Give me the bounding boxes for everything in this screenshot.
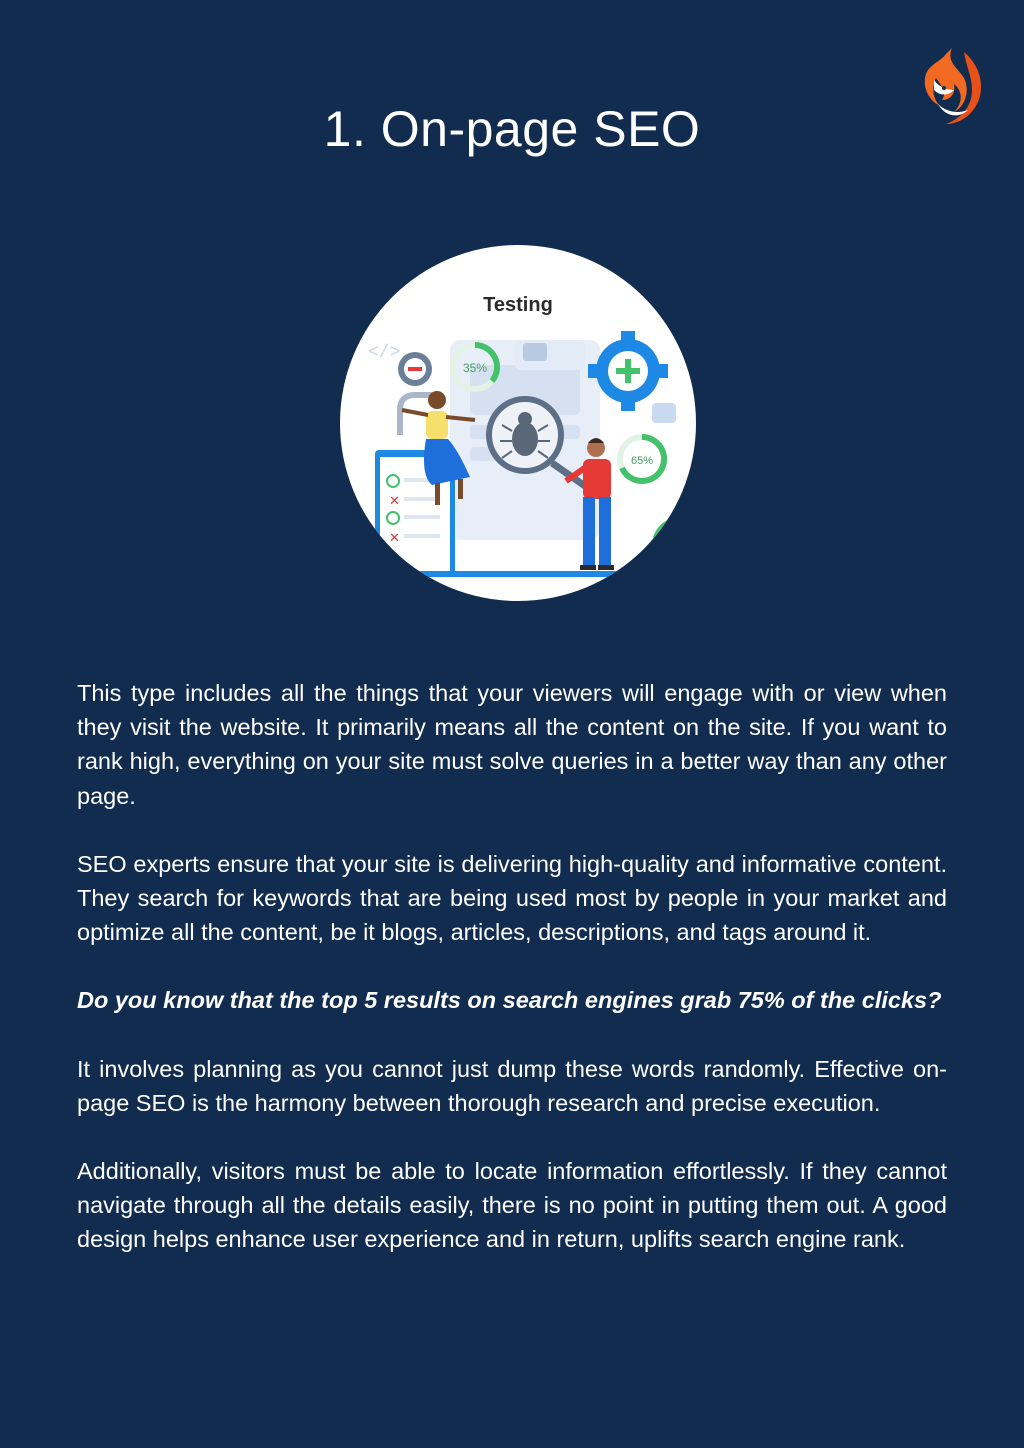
article-body [77,676,947,1291]
paragraph-design: Additionally, visitors must be able to locate information effortlessly. If they cannot navigate through all the details easily, there is no point in putting them out. A good design helps enhance user experience and in return, uplifts search engine rank. [77,1158,947,1253]
paragraph-intro: This type includes all the things that your viewers will engage with or view when they visit the website. It primarily means all the content on the site. If you want to rank high, everything on your site must solve queries in a better way than any other page. [77,680,947,809]
svg-text:35%: 35% [462,361,488,375]
paragraph-experts: SEO experts ensure that your site is delivering high-quality and informative content. They search for keywords that are being used most by people in your market and optimize all the content, be it blogs, articles, descriptions, and tags around it. [77,850,947,946]
svg-text:65%: 65% [630,455,654,467]
svg-text:</>: </> [368,343,401,363]
illustration-heading: Testing [483,294,553,316]
paragraph-planning: It involves planning as you cannot just dump these words randomly. Effective on-page SEO is the harmony between thorough research and precise execution. [77,1055,947,1116]
page-title: 1. On-page SEO [323,101,701,157]
paragraph-highlight: Do you know that the top 5 results on search engines grab 75% of the clicks? [77,987,942,1014]
svg-text:✕: ✕ [389,531,400,546]
progress-ring-65 [620,437,664,481]
minus-gear-icon [398,352,432,386]
testing-illustration [340,245,696,601]
svg-text:✕: ✕ [389,494,400,509]
